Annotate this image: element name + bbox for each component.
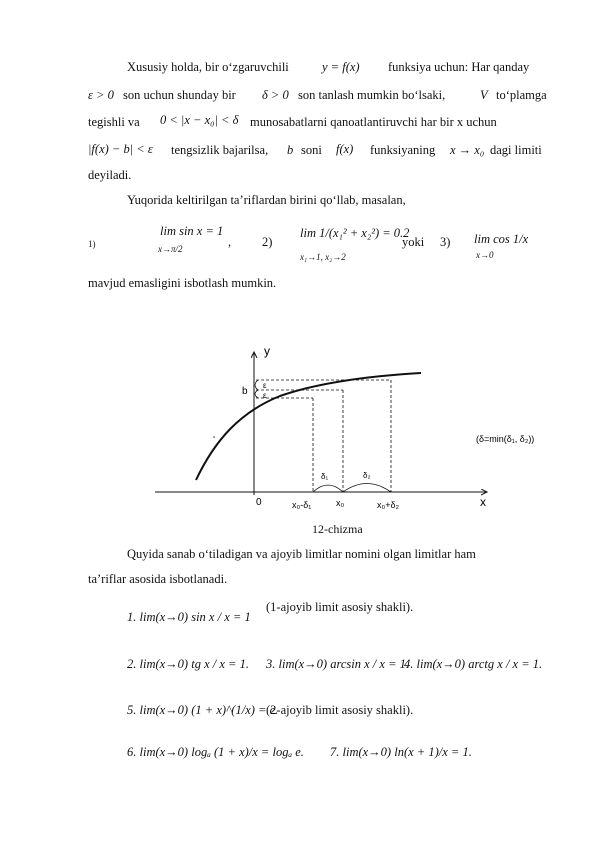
limit-item-2: 2. lim(x→0) tg x / x = 1.	[127, 657, 249, 671]
formula-ineq1: 0 < |x − x₀| < δ	[160, 113, 239, 127]
formula-fx: f(x)	[336, 142, 354, 156]
limit-1-sub: x→π/2	[158, 244, 183, 254]
p1-line4a: tengsizlik bajarilsa,	[171, 143, 269, 157]
p2-after: mavjud emasligini isbotlash mumkin.	[88, 276, 277, 290]
limit-item-7: 7. lim(x→0) ln(x + 1)/x = 1.	[330, 745, 472, 759]
x0-minus-label: x₀-δ₁	[292, 500, 312, 510]
limit-3-sub: x→0	[476, 250, 494, 260]
delta1-label: δ₁	[321, 472, 329, 481]
p1-line4d: dagi limiti	[490, 143, 542, 157]
limit-item-1: 1. lim(x→0) sin x / x = 1	[127, 610, 251, 624]
formula-y-fx: y = f(x)	[322, 60, 360, 74]
p1-line2c: to‘plamga	[496, 88, 547, 102]
p3-text1: Quyida sanab o‘tiladigan va ajoyib limitlar nomini olgan limitlar ham	[127, 547, 476, 561]
eps-bot-label: ε	[263, 391, 267, 400]
function-curve	[196, 373, 421, 480]
figure-12	[0, 330, 595, 530]
p1-line2b: son tanlash mumkin bo‘lsaki,	[298, 88, 446, 102]
formula-ineq2: |f(x) − b| < ε	[88, 142, 153, 156]
item-num-1: 1)	[88, 239, 96, 249]
formula-eps: ε > 0	[88, 88, 114, 102]
delta2-label: δ₂	[363, 471, 371, 480]
limit-item-3: 3. lim(x→0) arcsin x / x = 1.	[266, 657, 410, 671]
p1-line1a: Xususiy holda, bir o‘zgaruvchili	[127, 60, 289, 74]
yoki: yoki	[402, 235, 425, 249]
formula-V: V	[480, 88, 488, 102]
limit-item-5-note: (2-ajoyib limit asosiy shakli).	[266, 703, 414, 717]
limit-2: lim 1/(x₁² + x₂²) = 0.2	[300, 226, 410, 240]
limit-item-4: 4. lim(x→0) arctg x / x = 1.	[404, 657, 543, 671]
p1-line3b: munosabatlarni qanoatlantiruvchi har bir x uchun	[250, 115, 497, 129]
item-num-2: 2)	[262, 235, 273, 249]
formula-xto: x → x₀	[450, 143, 485, 157]
p1-line1b: funksiya uchun: Har qanday	[388, 60, 530, 74]
b-label: b	[242, 386, 248, 397]
y-axis-label: y	[264, 344, 270, 358]
limit-2-sub: x₁→1, x₂→2	[300, 252, 346, 262]
formula-delta: δ > 0	[262, 88, 289, 102]
limit-item-5: 5. lim(x→0) (1 + x)^(1/x) = e.	[127, 703, 279, 717]
p1-line4c: funksiyaning	[370, 143, 436, 157]
origin-label: 0	[256, 497, 262, 508]
p1-line2a: son uchun shunday bir	[123, 88, 236, 102]
limit-1: lim sin x = 1	[160, 224, 224, 238]
p2-intro: Yuqorida keltirilgan ta’riflardan birini qo‘llab, masalan,	[127, 193, 406, 207]
formula-b: b	[287, 143, 294, 157]
figure-caption: 12-chizma	[312, 522, 363, 536]
x0-label: x₀	[336, 498, 345, 508]
limit-item-1-note: (1-ajoyib limit asosiy shakli).	[266, 600, 414, 614]
limit-3: lim cos 1/x	[474, 232, 529, 246]
p1-line5: deyiladi.	[88, 168, 132, 182]
p3-text2: ta’riflar asosida isbotlanadi.	[88, 572, 228, 586]
p1-line4b: soni	[301, 143, 322, 157]
delta-note: (δ=min(δ₁, δ₂))	[476, 434, 535, 444]
comma: ,	[228, 235, 232, 249]
x0-plus-label: x₀+δ₂	[377, 500, 399, 510]
limit-item-6: 6. lim(x→0) logₐ (1 + x)/x = logₐ e.	[127, 745, 304, 759]
p1-line3a: tegishli va	[88, 115, 140, 129]
x-axis-label: x	[480, 495, 486, 509]
item-num-3: 3)	[440, 235, 451, 249]
eps-top-label: ε	[263, 381, 267, 390]
